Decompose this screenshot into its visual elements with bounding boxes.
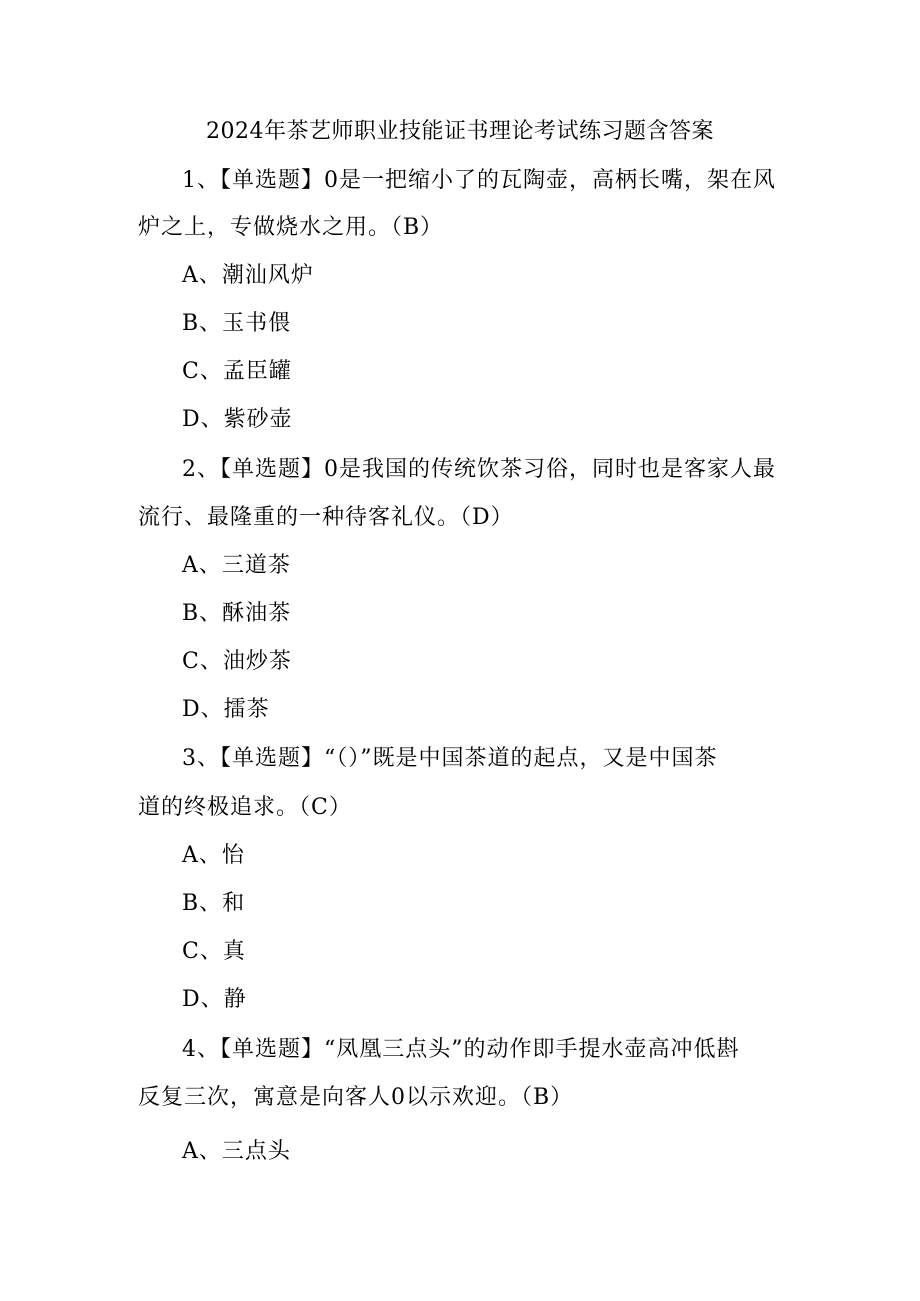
question-4-line-1: 4、【单选题】“凤凰三点头”的动作即手提水壶高冲低斟	[182, 1037, 740, 1062]
question-1-option-b: B、玉书偎	[182, 311, 292, 336]
question-3-option-d: D、静	[182, 987, 247, 1012]
question-2-option-d: D、擂茶	[182, 697, 270, 722]
question-3-option-b: B、和	[182, 891, 246, 916]
question-1-option-c: C、孟臣罐	[182, 359, 292, 384]
question-3-option-c: C、真	[182, 939, 246, 964]
document-title: 2024年茶艺师职业技能证书理论考试练习题含答案	[206, 119, 714, 144]
question-1-option-d: D、紫砂壶	[182, 407, 293, 432]
question-1-option-a: A、潮汕风炉	[182, 263, 314, 288]
question-2-line-1: 2、【单选题】0是我国的传统饮茶习俗，同时也是客家人最	[182, 457, 776, 482]
question-2-option-a: A、三道茶	[182, 553, 291, 578]
question-3-option-a: A、怡	[182, 843, 245, 868]
question-1-line-2: 炉之上，专做烧水之用。（B）	[138, 215, 444, 240]
question-1-line-1: 1、【单选题】0是一把缩小了的瓦陶壶，高柄长嘴，架在风	[182, 168, 776, 193]
question-3-line-2: 道的终极追求。（C）	[138, 795, 352, 820]
question-4-line-2: 反复三次，寓意是向客人0以示欢迎。（B）	[138, 1085, 574, 1110]
question-2-line-2: 流行、最隆重的一种待客礼仪。（D）	[138, 505, 514, 530]
question-2-option-b: B、酥油茶	[182, 601, 292, 626]
question-3-line-1: 3、【单选题】“（）”既是中国茶道的起点，又是中国茶	[182, 746, 718, 771]
question-4-option-a: A、三点头	[182, 1139, 291, 1164]
question-2-option-c: C、油炒茶	[182, 649, 292, 674]
